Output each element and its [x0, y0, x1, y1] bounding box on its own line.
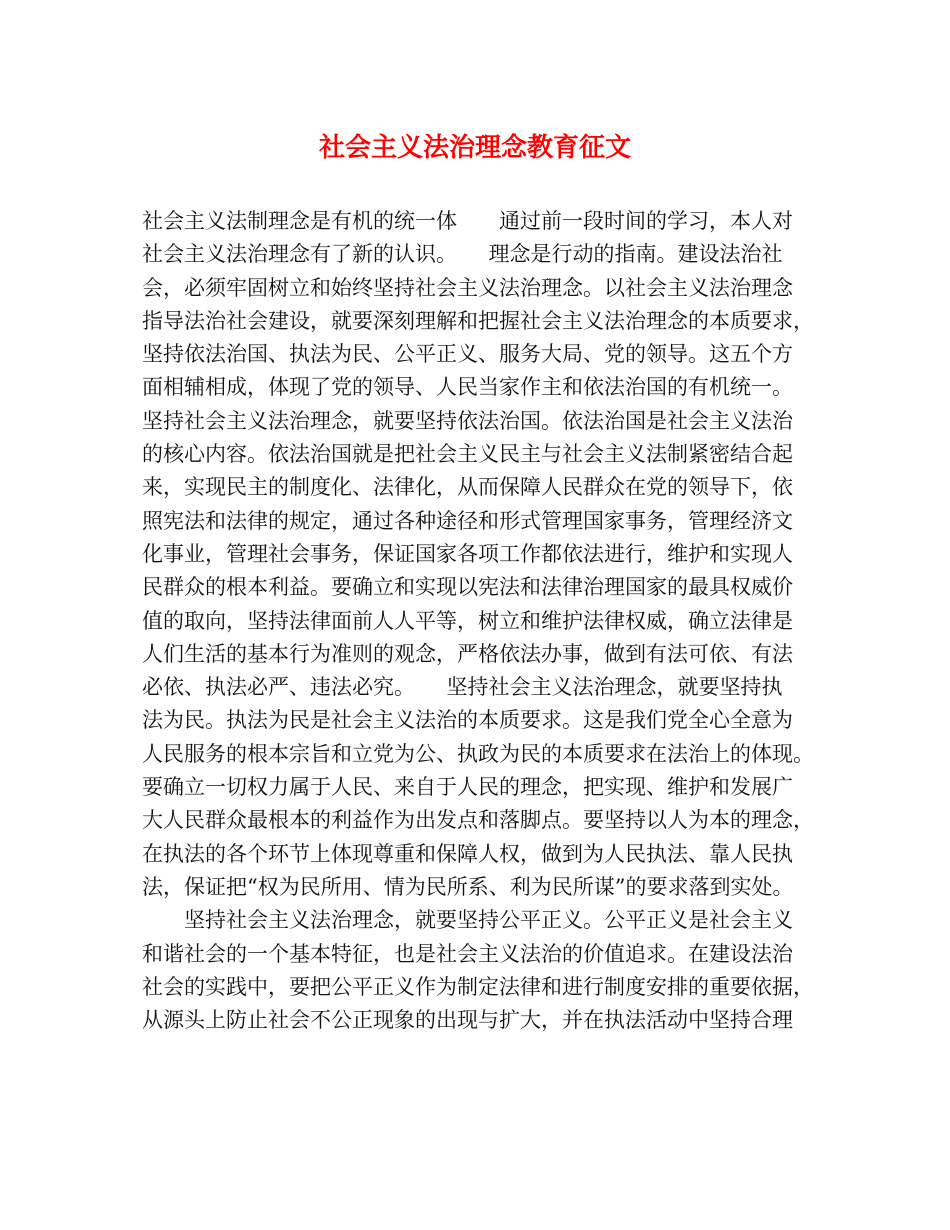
- body-line: 值的取向，坚持法律面前人人平等，树立和维护法律权威，确立法律是: [142, 608, 793, 633]
- body-line: 坚持依法治国、执法为民、公平正义、服务大局、党的领导。这五个方: [142, 342, 793, 367]
- body-line: 面相辅相成，体现了党的领导、人民当家作主和依法治国的有机统一。: [142, 375, 793, 400]
- body-line: 从源头上防止社会不公正现象的出现与扩大，并在执法活动中坚持合理: [142, 1008, 793, 1033]
- body-line: 在执法的各个环节上体现尊重和保障人权，做到为人民执法、靠人民执: [142, 841, 793, 866]
- body-line: 要确立一切权力属于人民、来自于人民的理念，把实现、维护和发展广: [142, 775, 793, 800]
- body-line: 人民服务的根本宗旨和立党为公、执政为民的本质要求在法治上的体现。: [142, 741, 814, 766]
- body-line: 坚持社会主义法治理念，就要坚持依法治国。依法治国是社会主义法治: [142, 408, 793, 433]
- body-line: 大人民群众最根本的利益作为出发点和落脚点。要坚持以人为本的理念，: [142, 808, 814, 833]
- body-line: 人们生活的基本行为准则的观念，严格依法办事，做到有法可依、有法: [142, 641, 793, 666]
- document-body: [142, 205, 822, 1037]
- body-line: 民群众的根本利益。要确立和实现以宪法和法律治理国家的最具权威价: [142, 575, 793, 600]
- body-line: 社会的实践中，要把公平正义作为制定法律和进行制度安排的重要依据，: [142, 974, 814, 999]
- body-line: 社会主义法治理念有了新的认识。 理念是行动的指南。建设法治社: [142, 242, 783, 267]
- body-line: 和谐社会的一个基本特征，也是社会主义法治的价值追求。在建设法治: [142, 941, 793, 966]
- body-line: 必依、执法必严、违法必究。 坚持社会主义法治理念，就要坚持执: [142, 675, 783, 700]
- body-line: 照宪法和法律的规定，通过各种途径和形式管理国家事务，管理经济文: [142, 508, 793, 533]
- body-line: 会，必须牢固树立和始终坚持社会主义法治理念。以社会主义法治理念: [142, 275, 793, 300]
- document-title: 社会主义法治理念教育征文: [318, 133, 631, 163]
- body-line: 指导法治社会建设，就要深刻理解和把握社会主义法治理念的本质要求，: [142, 308, 814, 333]
- body-line: 社会主义法制理念是有机的统一体 通过前一段时间的学习，本人对: [142, 209, 793, 233]
- body-line: 来，实现民主的制度化、法律化，从而保障人民群众在党的领导下，依: [142, 475, 793, 500]
- body-line: 的核心内容。依法治国就是把社会主义民主与社会主义法制紧密结合起: [142, 442, 793, 467]
- body-line: 法为民。执法为民是社会主义法治的本质要求。这是我们党全心全意为: [142, 708, 793, 733]
- body-line: 法，保证把“权为民所用、情为民所系、利为民所谋”的要求落到实处。: [142, 874, 794, 899]
- body-line: 坚持社会主义法治理念，就要坚持公平正义。公平正义是社会主义: [142, 908, 793, 933]
- body-line: 化事业，管理社会事务，保证国家各项工作都依法进行，维护和实现人: [142, 541, 793, 566]
